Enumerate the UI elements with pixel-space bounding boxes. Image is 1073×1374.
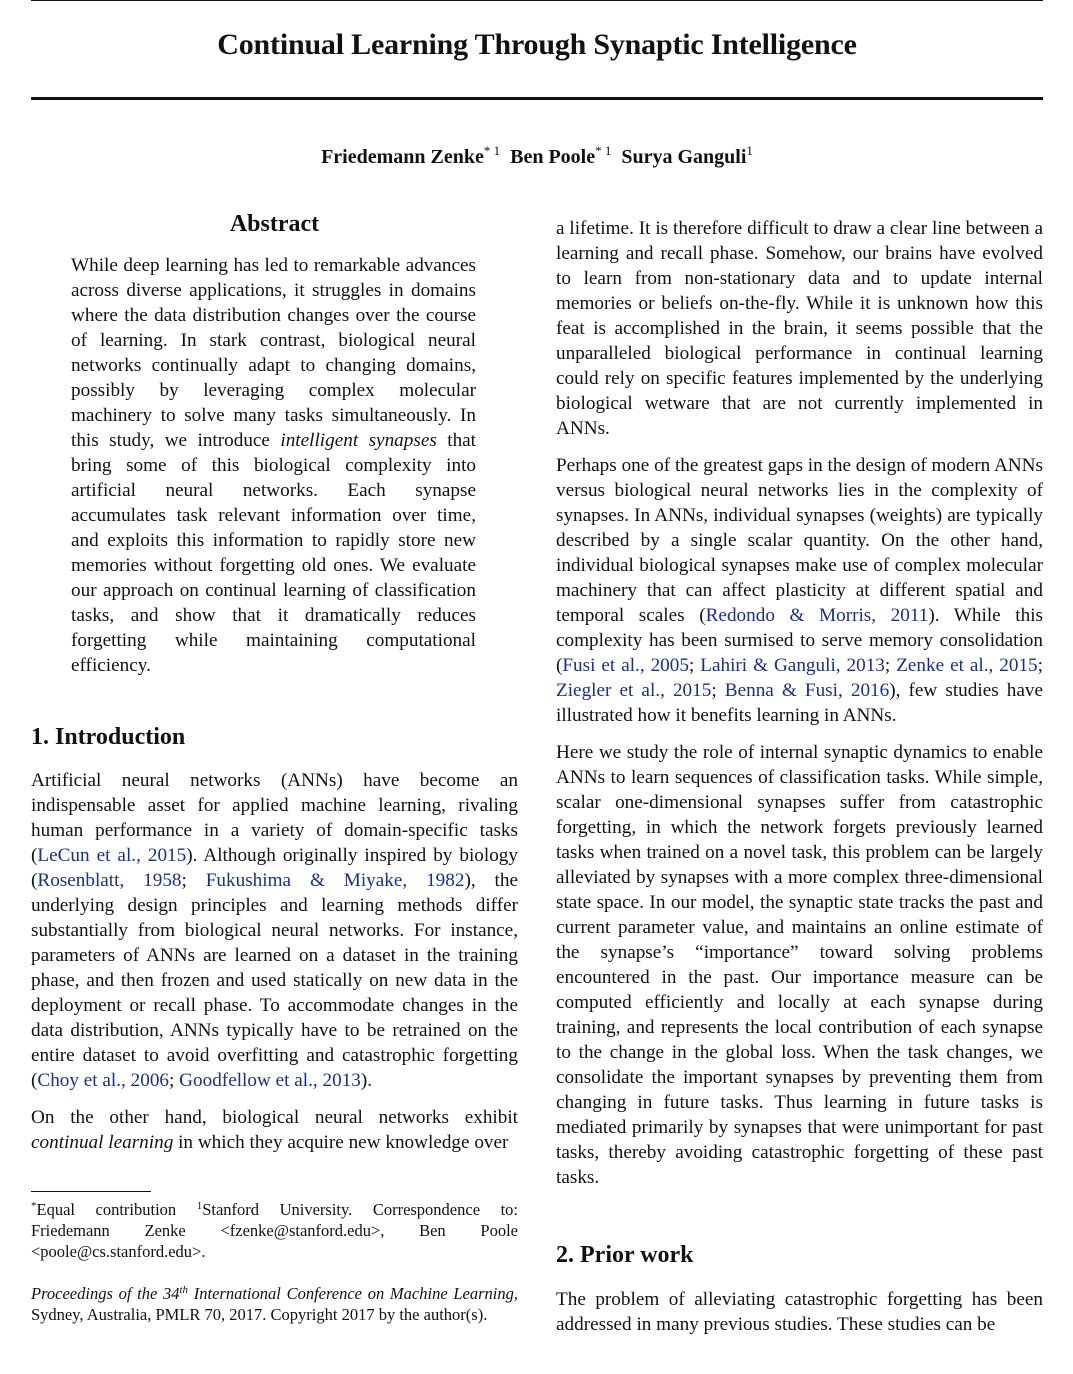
section-heading-prior-work: 2. Prior work [556, 1242, 694, 1268]
paragraph: Artificial neural networks (ANNs) have become an indispensable asset for applied machine learning, rivaling human performance in a variety of domain-specific tasks (LeCun et al., 2015). Although originally inspired by biology (Rosenblatt, 1958; Fukushima & Miyake, 1982), the underlying design principles and learning methods differ substantially from biological neural networks. For instance, parameters of ANNs are learned on a dataset in the training phase, and then frozen and used statically on new data in the deployment or recall phase. To accommodate changes in the data distribution, ANNs typically have to be retrained on the entire dataset to avoid overfitting and catastrophic forgetting (Choy et al., 2006; Goodfellow et al., 2013). [31, 770, 518, 1091]
citation-link[interactable]: Redondo & Morris, 2011 [705, 605, 929, 626]
paragraph: The problem of alleviating catastrophic forgetting has been addressed in many previous studies. These studies can be [556, 1289, 1043, 1335]
footnote: *Equal contribution $^1$Stanford University. Correspondence to: Friedemann Zenke <fzenke@stanford.edu>, Ben Poole <poole@cs.stanford.edu>. [31, 1200, 518, 1261]
abstract-heading: Abstract [229, 211, 320, 237]
paragraph: Here we study the role of internal synaptic dynamics to enable ANNs to learn sequences of classification tasks. While simple, scalar one-dimensional synapses suffer from catastrophic forgetting, in which the network forgets previously learned tasks when trained on a novel task, this problem can be largely alleviated by synapses with a more complex three-dimensional state space. In our model, the synaptic state tracks the past and current parameter value, and maintains an online estimate of the synapse’s “importance” toward solving problems encountered in the past. Our importance measure can be computed efficiently and locally at each synapse during training, and represents the local contribution of each synapse to the change in the global loss. When the task changes, we consolidate the important synapses by preventing them from changing in future tasks. Thus learning in future tasks is mediated primarily by synapses that were unimportant for past tasks, thereby avoiding catastrophic forgetting of these past tasks. [556, 742, 1043, 1188]
paragraph: On the other hand, biological neural networks exhibit continual learning in which they acquire new knowledge over [31, 1107, 518, 1153]
intro-left-column [31, 768, 518, 1167]
top-rule [31, 0, 1043, 1]
footnote-rule [31, 1191, 151, 1192]
citation-link[interactable]: Rosenblatt, 1958 [37, 870, 182, 891]
citation-link[interactable]: Benna & Fusi, 2016 [724, 680, 890, 701]
author-affiliation-mark: 1 [746, 143, 753, 158]
citation-link[interactable]: Ziegler et al., 2015 [556, 680, 712, 701]
citation-link[interactable]: Fukushima & Miyake, 1982 [205, 870, 465, 891]
citation-link[interactable]: Choy et al., 2006 [37, 1070, 170, 1091]
intro-right-column [556, 216, 1043, 1202]
title-rule [31, 97, 1043, 100]
prior-work-column [556, 1287, 1043, 1337]
citation-link[interactable]: Zenke et al., 2015 [896, 655, 1038, 676]
citation-link[interactable]: Goodfellow et al., 2013 [179, 1070, 361, 1091]
proceedings-note: Proceedings of the 34th International Conference on Machine Learning, Sydney, Australia, PMLR 70, 2017. Copyright 2017 by the author(s). [31, 1284, 519, 1324]
author-list [31, 143, 1043, 169]
author-name: Surya Ganguli [621, 146, 747, 168]
paragraph: a lifetime. It is therefore difficult to draw a clear line between a learning and recall phase. Somehow, our brains have evolved to learn from non-stationary data and to update internal memories or beliefs on-the-fly. While it is unknown how this feat is accomplished in the brain, it seems possible that the unparalleled biological performance in continual learning could rely on specific features implemented by the underlying biological wetware that are not currently implemented in ANNs. [556, 218, 1043, 439]
author-affiliation-mark: * 1 [483, 143, 501, 158]
emphasis: continual learning [31, 1132, 174, 1153]
abstract-text: While deep learning has led to remarkable advances across diverse applications, it struggles in domains where the data distribution changes over the course of learning. In stark contrast, biological neural networks continually adapt to changing domains, possibly by leveraging complex molecular machinery to solve many tasks simultaneously. In this study, we introduce intelligent synapses that bring some of this biological complexity into artificial neural networks. Each synapse accumulates task relevant information over time, and exploits this information to rapidly store new memories without forgetting old ones. We evaluate our approach on continual learning of classification tasks, and show that it dramatically reduces forgetting while maintaining computational efficiency. [71, 255, 477, 676]
author-affiliation-mark: * 1 [595, 143, 612, 158]
author-name: Ben Poole [510, 146, 596, 168]
paper-title: Continual Learning Through Synaptic Intelligence [217, 28, 857, 61]
paragraph: Perhaps one of the greatest gaps in the design of modern ANNs versus biological neural networks lies in the complexity of synapses. In ANNs, individual synapses (weights) are typically described by a single scalar quantity. On the other hand, individual biological synapses make use of complex molecular machinery that can affect plasticity at different spatial and temporal scales (Redondo & Morris, 2011). While this complexity has been surmised to serve memory consolidation (Fusi et al., 2005; Lahiri & Ganguli, 2013; Zenke et al., 2015; Ziegler et al., 2015; Benna & Fusi, 2016), few studies have illustrated how it benefits learning in ANNs. [556, 455, 1043, 726]
citation-link[interactable]: Lahiri & Ganguli, 2013 [700, 655, 885, 676]
section-heading-introduction: 1. Introduction [31, 724, 186, 750]
citation-link[interactable]: LeCun et al., 2015 [37, 845, 187, 866]
emphasis: intelligent synapses [280, 430, 437, 451]
author-name: Friedemann Zenke [321, 146, 484, 168]
citation-link[interactable]: Fusi et al., 2005 [562, 655, 689, 676]
